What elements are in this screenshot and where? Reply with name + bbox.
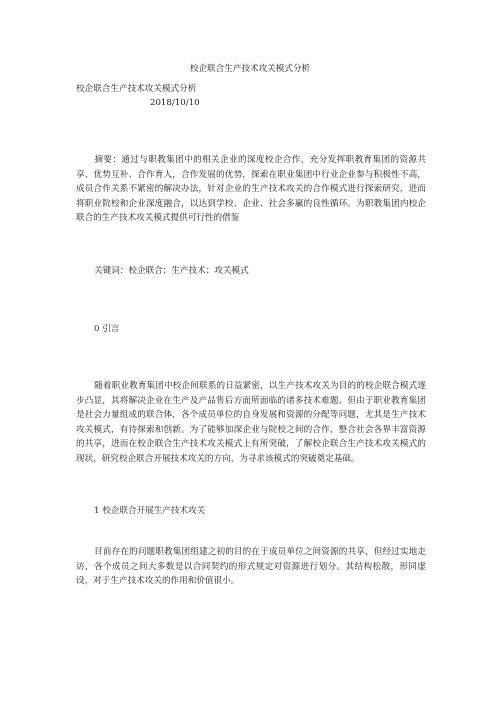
section1-paragraph: 目前存在的问题职教集团组建之初的目的在于成员单位之间资源的共享，但经过实地走访，各个成员之间大多数是以合同契约的形式规定对资源进行划分。其结构松散，形同虚设，对于生产技术攻关的作用和价值很小。 <box>76 547 426 586</box>
page-title: 校企联合生产技术攻关模式分析 <box>189 64 311 74</box>
section-heading-1: 1 校企联合开展生产技术攻关 <box>94 506 206 516</box>
abstract-paragraph: 摘要：通过与职教集团中的相关企业的深度校企合作，充分发挥职教育集团的资源共享、优势互补、合作育人，合作发展的优势，探索在职业集团中行业企业参与积极性不高，成员合作关系不紧密的解决办法，针对企业的生产技术攻关的合作模式进行探索研究，进而将职业院校和企业深度融合，以达到学校、企业、社会多赢的良性循环。为职教集团内校企联合的生产技术攻关模式提供可行性的借鉴 <box>76 155 426 223</box>
date: 2018/10/10 <box>150 98 200 108</box>
intro-paragraph: 随着职业教育集团中校企间联系的日益紧密，以生产技术攻关为目的的校企联合模式逐步凸显，其将解决企业在生产及产品售后方面所面临的诸多技术难题。但由于职业教育集团是社会力量组成的联合体，各个成员单位的自身发展和资源的分配等问题，尤其是生产技术攻关模式，有待探索和创新。为了能够加深企业与院校之间的合作，整合社会各界丰富资源的共享，进而在校企联合生产技术攻关模式上有所突破，了解校企联合生产技术攻关模式的现状，研究校企联合开展技术攻关的方向，为寻求该模式的突破奠定基础。 <box>76 381 426 464</box>
section-heading-intro: 0 引言 <box>94 324 120 334</box>
keywords: 关键词：校企联合；生产技术；攻关模式 <box>94 266 249 276</box>
subtitle: 校企联合生产技术攻关模式分析 <box>76 84 197 94</box>
